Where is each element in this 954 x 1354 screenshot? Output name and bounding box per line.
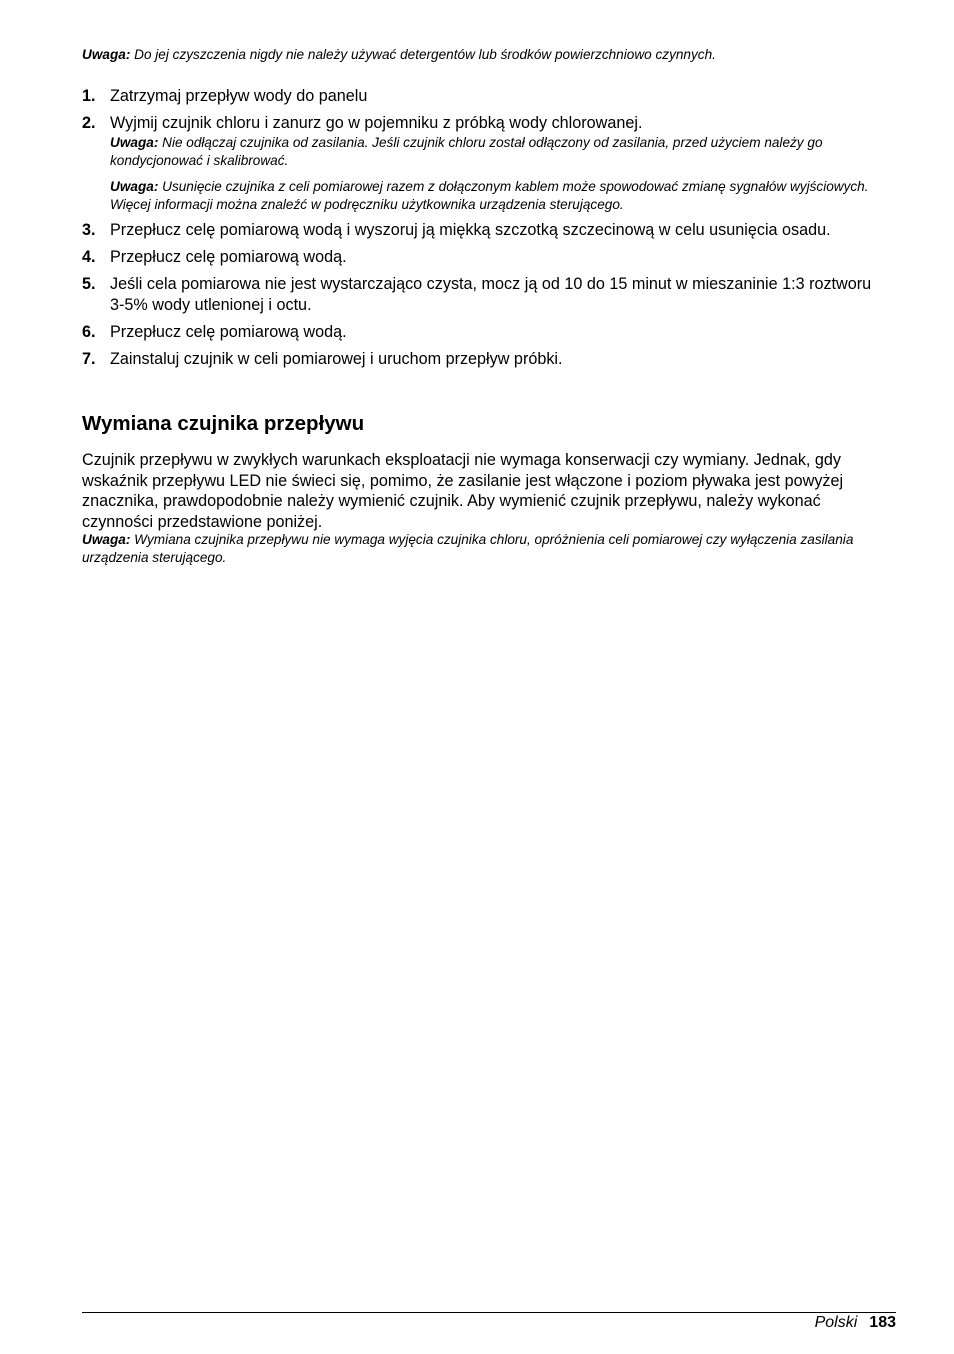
note-label: Uwaga:	[110, 178, 159, 194]
step-text: Przepłucz celę pomiarową wodą i wyszoruj ją miękką szczotką szczecinową w celu usunięcia osadu.	[110, 221, 831, 239]
footer-divider	[82, 1312, 896, 1313]
note-label: Uwaga:	[82, 47, 131, 62]
note-label: Uwaga:	[110, 134, 159, 150]
step-note	[110, 134, 882, 170]
step-text: Zatrzymaj przepływ wody do panelu	[110, 87, 368, 105]
section-heading: Wymiana czujnika przepływu	[82, 412, 365, 435]
step-4	[82, 247, 882, 268]
step-number: 6.	[82, 322, 96, 341]
step-number: 4.	[82, 248, 96, 266]
step-text: Wyjmij czujnik chloru i zanurz go w pojemniku z próbką wody chlorowanej.	[110, 114, 643, 132]
step-note	[110, 178, 882, 214]
step-5	[82, 274, 882, 315]
step-text: Przepłucz celę pomiarową wodą.	[110, 248, 347, 266]
note-text: Wymiana czujnika przepływu nie wymaga wyjęcia czujnika chloru, opróżnienia celi pomiarowej czy wyłączenia zasilania urządzenia sterującego.	[82, 532, 854, 565]
note-text: Do jej czyszczenia nigdy nie należy używać detergentów lub środków powierzchniowo czynnych.	[130, 47, 716, 62]
step-number: 5.	[82, 275, 96, 293]
step-3	[82, 220, 882, 241]
step-text: Jeśli cela pomiarowa nie jest wystarczająco czysta, mocz ją od 10 do 15 minut w mieszaninie 1:3 roztworu 3-5% wody utlenionej i octu.	[110, 275, 872, 314]
step-number: 1.	[82, 87, 96, 105]
page-footer	[815, 1313, 896, 1333]
procedure-steps	[82, 86, 882, 376]
section-body-paragraph: Czujnik przepływu w zwykłych warunkach eksploatacji nie wymaga konserwacji czy wymiany. Jednak, gdy wskaźnik przepływu LED nie świeci się, pomimo, że zasilanie jest włączone i poziom pływaka jest powyżej znacznika, prawdopodobnie należy wymienić czujnik. Aby wymienić czujnik przepływu, należy wykonać czynności przedstawione poniżej.	[82, 451, 844, 531]
note-text: Usunięcie czujnika z celi pomiarowej razem z dołączonym kablem może spowodować zmianę sygnałów wyjściowych. Więcej informacji można znaleźć w podręczniku użytkownika urządzenia sterującego.	[110, 178, 869, 212]
step-1	[82, 86, 882, 107]
page-number: 183	[869, 1314, 896, 1331]
step-text: Przepłucz celę pomiarową wodą.	[110, 322, 347, 341]
step-2	[82, 113, 882, 214]
step-text: Zainstaluj czujnik w celi pomiarowej i uruchom przepływ próbki.	[110, 349, 563, 368]
note-label: Uwaga:	[82, 532, 131, 547]
footer-language: Polski	[814, 1314, 858, 1331]
step-number: 3.	[82, 221, 96, 239]
note-text: Nie odłączaj czujnika od zasilania. Jeśli czujnik chloru został odłączony od zasilania, przed użyciem należy go kondycjonować i skalibrować.	[110, 134, 823, 168]
top-note	[82, 46, 882, 64]
step-6	[82, 322, 882, 343]
step-7	[82, 349, 882, 370]
section-note	[82, 531, 882, 567]
step-number: 2.	[82, 114, 96, 132]
step-number: 7.	[82, 349, 96, 368]
